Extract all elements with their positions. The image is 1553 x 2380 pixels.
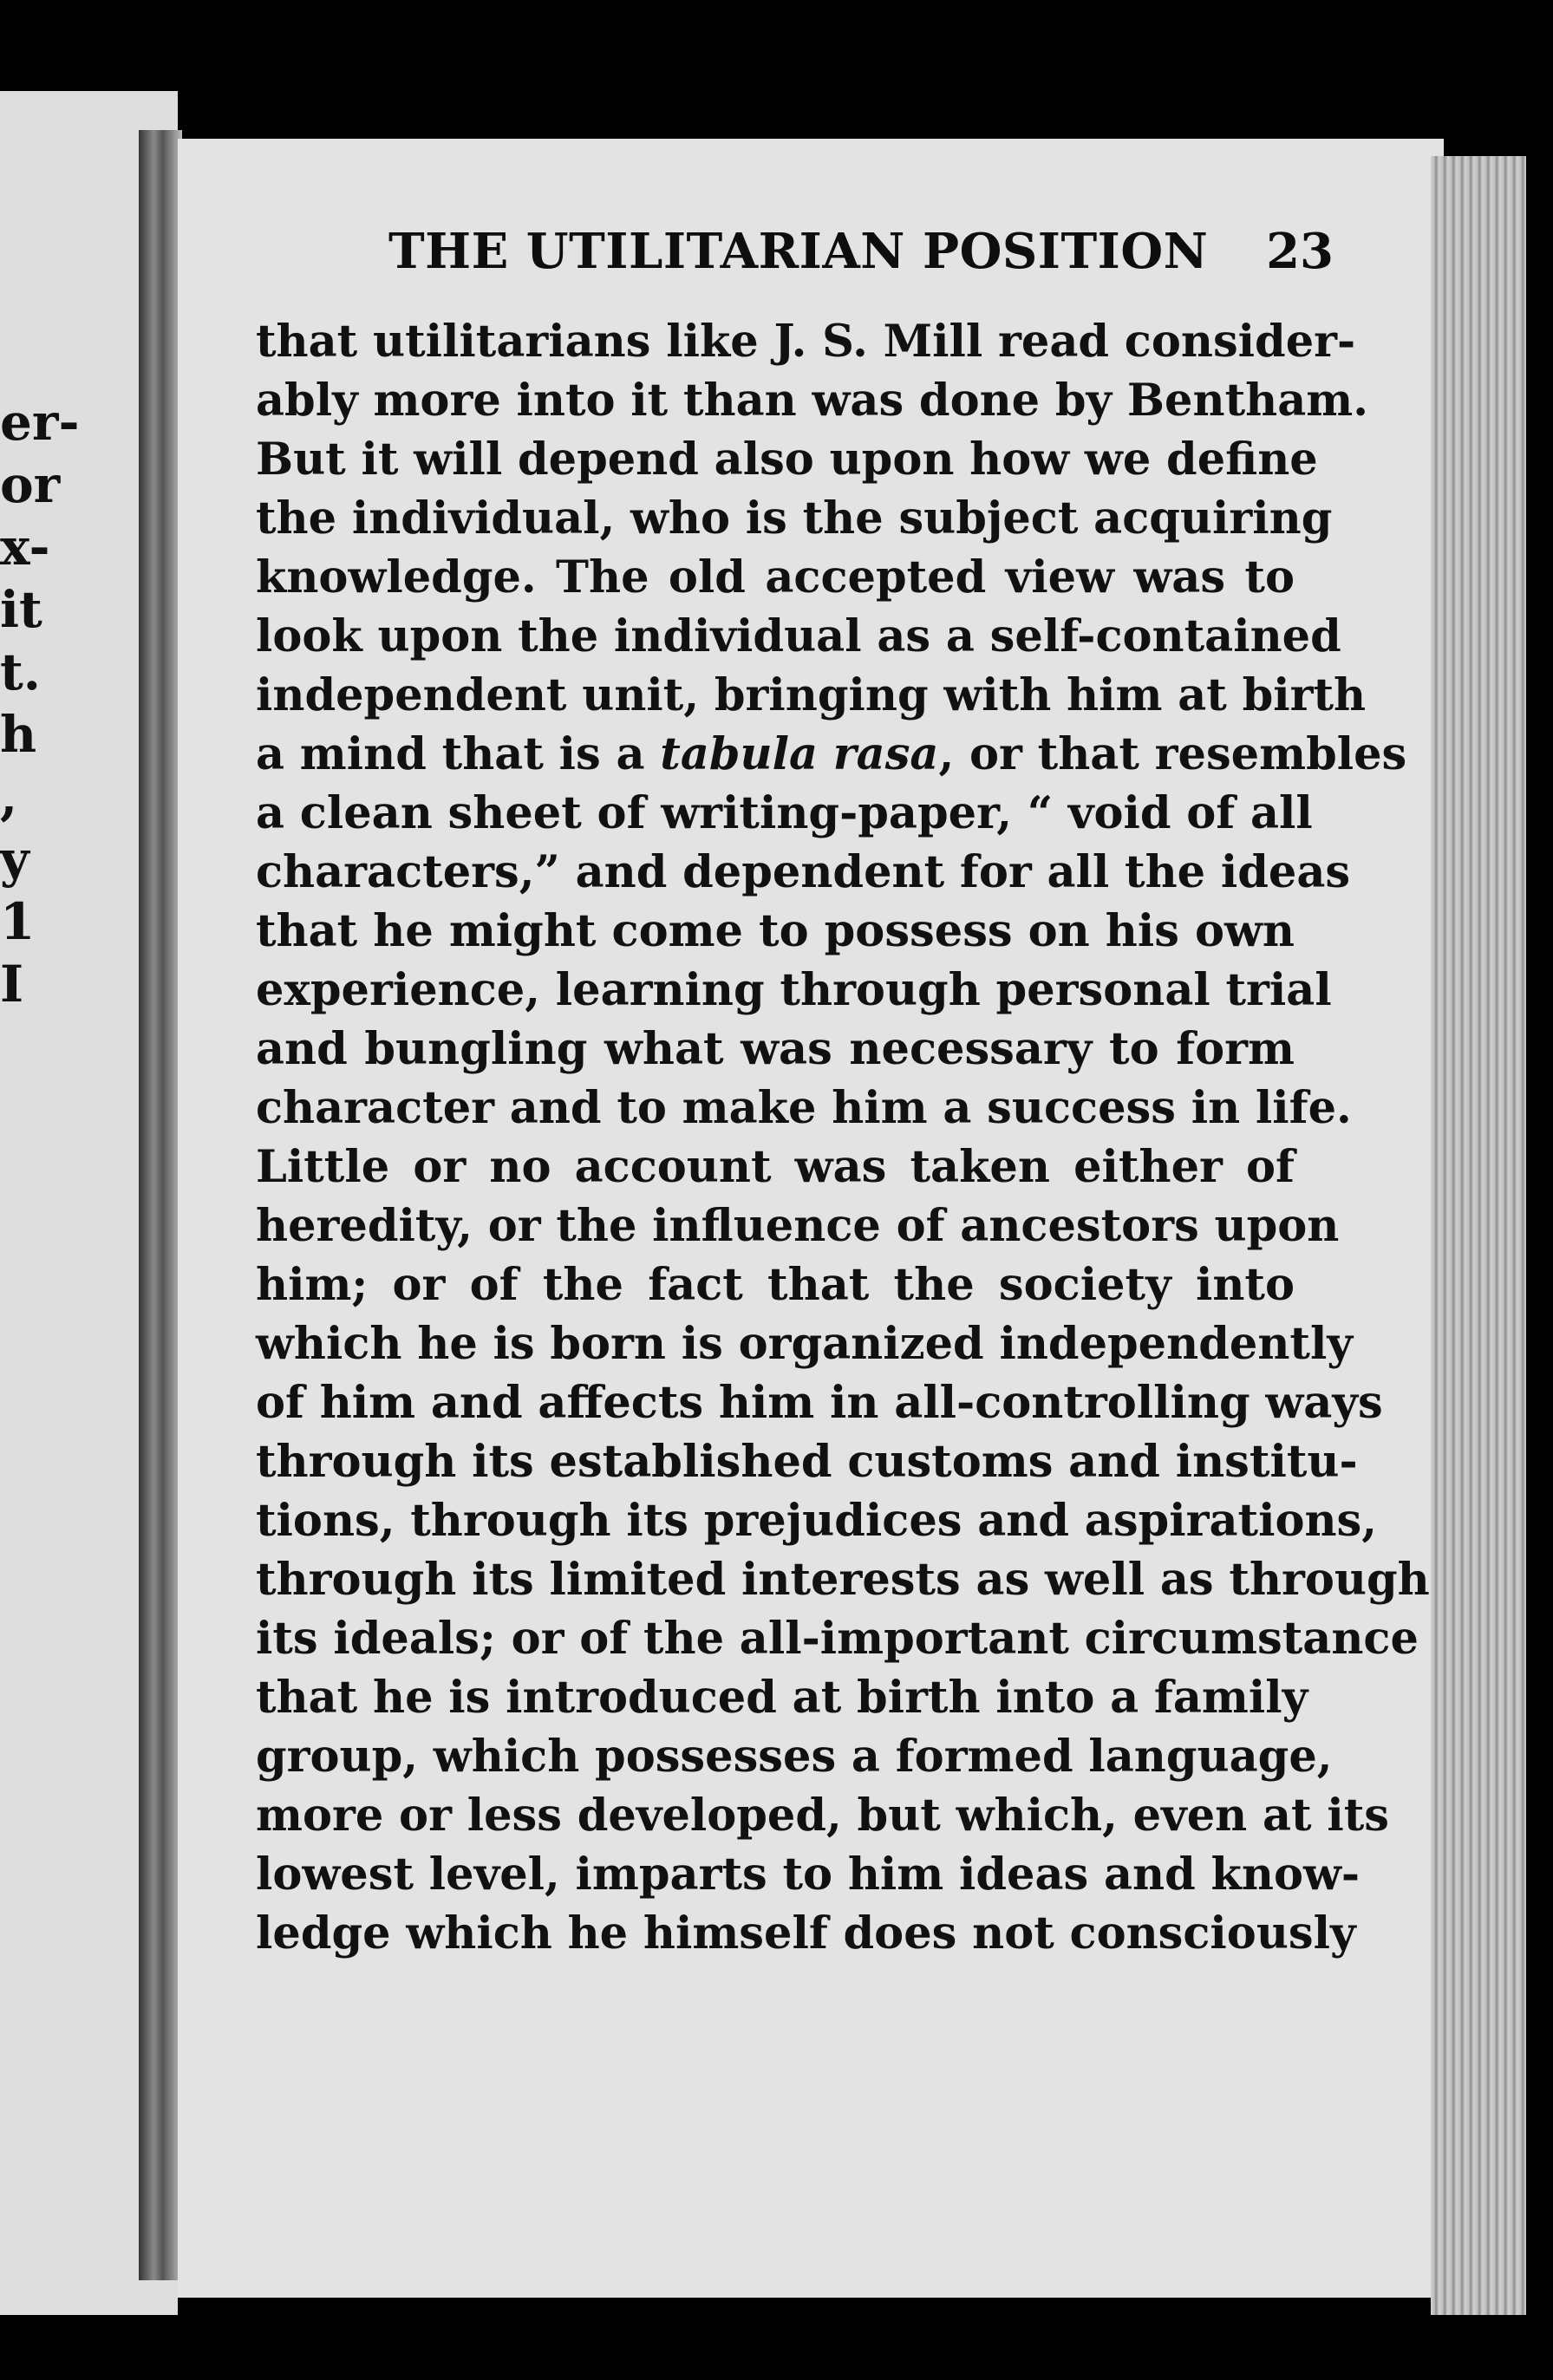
book-gutter xyxy=(139,130,182,2280)
text-line: and bungling what was necessary to form xyxy=(256,1023,1295,1075)
fragment: x- xyxy=(0,518,50,577)
text-line: group, which possesses a formed language, xyxy=(256,1731,1333,1783)
text-line: heredity, or the influence of ancestors upon xyxy=(256,1200,1340,1252)
fragment: y xyxy=(0,830,29,889)
page-number: 23 xyxy=(1266,223,1334,280)
fragment: 1 xyxy=(0,892,36,951)
text-line: that he is introduced at birth into a family xyxy=(256,1672,1308,1724)
running-head-title: THE UTILITARIAN POSITION xyxy=(388,223,1209,280)
text-line: look upon the individual as a self-contained xyxy=(256,610,1341,662)
text-line: lowest level, imparts to him ideas and know- xyxy=(256,1849,1361,1901)
text-line: experience, learning through personal trial xyxy=(256,964,1332,1016)
page-edges xyxy=(1431,156,1526,2315)
text-line: a mind that is a tabula rasa, or that resembles xyxy=(256,728,1407,780)
text-line: through its established customs and institu- xyxy=(256,1436,1358,1488)
running-head xyxy=(388,217,1334,286)
text-line: more or less developed, but which, even at its xyxy=(256,1790,1389,1842)
text-line: character and to make him a success in life. xyxy=(256,1082,1352,1134)
fragment: or xyxy=(0,455,61,514)
fragment: I xyxy=(0,955,24,1014)
text-line: its ideals; or of the all-important circumstance xyxy=(256,1613,1419,1665)
text-line: which he is born is organized independently xyxy=(256,1318,1353,1370)
text-line: Little or no account was taken either of xyxy=(256,1141,1295,1193)
text-line: independent unit, bringing with him at birth xyxy=(256,669,1367,721)
text-line: a clean sheet of writing-paper, “ void of all xyxy=(256,787,1313,839)
fragment: , xyxy=(0,767,18,826)
text-line: tions, through its prejudices and aspirations, xyxy=(256,1495,1378,1547)
fragment: t. xyxy=(0,642,41,701)
text-line: the individual, who is the subject acquiring xyxy=(256,492,1333,544)
text-line: that he might come to possess on his own xyxy=(256,905,1295,957)
text-line: knowledge. The old accepted view was to xyxy=(256,551,1295,603)
fragment: h xyxy=(0,705,37,764)
text-line: through its limited interests as well as through xyxy=(256,1554,1430,1606)
text-line: ledge which he himself does not consciously xyxy=(256,1907,1356,1959)
text-line: characters,” and dependent for all the ideas xyxy=(256,846,1351,898)
text-line: But it will depend also upon how we define xyxy=(256,434,1318,486)
text-line: ably more into it than was done by Bentham. xyxy=(256,375,1368,427)
fragment: it xyxy=(0,580,42,639)
italic-phrase: tabula rasa xyxy=(660,728,939,780)
body-text xyxy=(256,312,1430,1963)
fragment: er- xyxy=(0,393,80,452)
text-line: him; or of the fact that the society into xyxy=(256,1259,1295,1311)
facing-page-text-fragments xyxy=(0,393,80,1019)
text-line: that utilitarians like J. S. Mill read consider- xyxy=(256,316,1356,368)
text-line: of him and affects him in all-controlling ways xyxy=(256,1377,1383,1429)
